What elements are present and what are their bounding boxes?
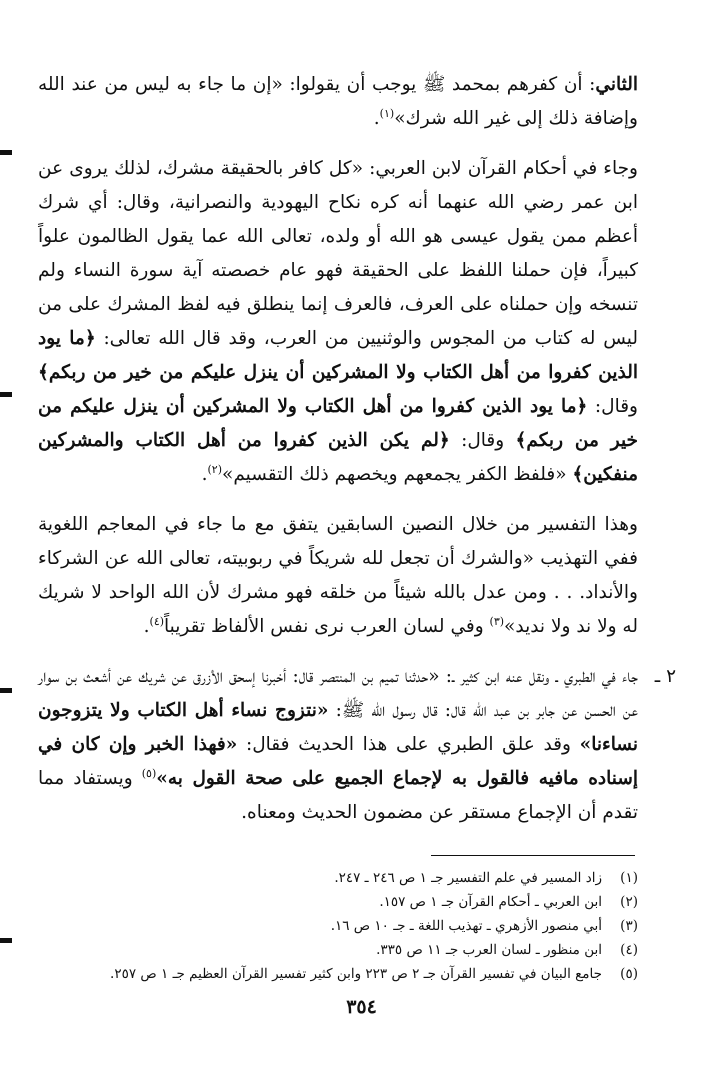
connector-text: وقال: (594, 396, 638, 417)
paragraph-end: . (201, 464, 208, 485)
footnote-number: (٢) (620, 894, 638, 910)
paragraph-lead: الثاني (595, 74, 638, 95)
connector-text: وقال: (461, 430, 505, 451)
page-body (38, 68, 676, 830)
footnote-number: (٣) (620, 918, 638, 934)
paragraph-text: : أن كفرهم بمحمد ﷺ يوجب أن يقولوا: «إن ما جاء به ليس من عند الله وإضافة ذلك إلى غير الله شرك» (38, 74, 638, 129)
footnote-item (78, 938, 638, 962)
footnote-number: (١) (620, 870, 638, 886)
page-number: ٣٥٤ (346, 996, 377, 1018)
hadith-quote: «نتزوج نساء أهل الكتاب ولا يتزوجون نساءنا» (38, 700, 638, 755)
paragraph-lexicons (38, 508, 638, 644)
quran-verse: ﴿لم يكن الذين كفروا من أهل الكتاب والمشركين منفكين﴾ (38, 430, 638, 485)
footnote-ref-4[interactable]: (٤) (149, 614, 165, 628)
numbered-item-2 (38, 660, 676, 830)
paragraph-text: وهذا التفسير من خلال النصين السابقين يتفق مع ما جاء في المعاجم اللغوية ففي التهذيب «والشرك أن تجعل لله شريكاً في ربوبيته، تعالى الله عن الشركاء والأنداد. . . ومن عدل بالله شيئاً من خلقه فهو مشرك لأن الله الواحد لا شريك له ولا ند ولا نديد» (38, 514, 638, 637)
footnote-divider (431, 855, 635, 856)
footnote-text: زاد المسير في علم التفسير جـ ١ ص ٢٤٦ ـ ٢٤٧. (334, 870, 602, 886)
paragraph-ibn-arabi (38, 152, 638, 492)
footnote-text: ابن منظور ـ لسان العرب جـ ١١ ص ٣٣٥. (376, 942, 602, 958)
footnote-text: أبي منصور الأزهري ـ تهذيب اللغة ـ جـ ١٠ ص ١٦. (330, 918, 602, 934)
quran-verse: ﴿ما يود الذين كفروا من أهل الكتاب ولا المشركين أن ينزل عليكم من خير من ربكم﴾ (38, 328, 638, 383)
footnote-item (78, 914, 638, 938)
tabari-quote: «فهذا الخبر وإن كان في إسناده مافيه فالقول به لإجماع الجميع على صحة القول به» (38, 734, 638, 789)
scan-edge-mark (0, 392, 12, 397)
paragraph-text: وفي لسان العرب نرى نفس الألفاظ تقريباً (164, 616, 490, 637)
scan-edge-mark (0, 938, 12, 943)
footnote-item (78, 890, 638, 914)
footnote-ref-3[interactable]: (٣) (489, 614, 505, 628)
paragraph-text: وجاء في أحكام القرآن لابن العربي: «كل كافر بالحقيقة مشرك، لذلك يروى عن ابن عمر رضي الله عنهما أنه كره نكاح اليهودية والنصرانية، وقال: أي شرك أعظم ممن يقول عيسى هو الله أو ولده، تعالى الله عما يقول الظالمون علواً كبيراً، فإن حملنا اللفظ على الحقيقة فهو عام خصصته آية سورة النساء ولم تنسخه وإن حملناه على العرف، فالعرف إنما ينطلق فيه لفظ المشرك على من ليس له كتاب من المجوس والوثنيين من العرب، وقد قال الله تعالى: (38, 158, 638, 349)
quote-text: «فلفظ الكفر يجمعهم ويخصهم ذلك التقسيم» (222, 464, 567, 485)
paragraph-text: وقد علق الطبري على هذا الحديث فقال: (246, 734, 580, 755)
footnote-text: جامع البيان في تفسير القرآن جـ ٢ ص ٢٢٣ وابن كثير تفسير القرآن العظيم جـ ١ ص ٢٥٧. (110, 966, 602, 982)
footnotes (78, 866, 638, 986)
footnote-item (78, 962, 638, 986)
quran-verse: ﴿ما يود الذين كفروا من أهل الكتاب ولا المشركين أن ينزل عليكم من خير من ربكم﴾ (38, 396, 638, 451)
item-number: ٢ ـ (654, 666, 676, 687)
footnote-number: (٤) (620, 942, 638, 958)
footnote-ref-2[interactable]: (٢) (207, 462, 222, 476)
paragraph-text: جاء في الطبري ـ ونقل عنه ابن كثير ـ: «حدثنا تميم بن المنتصر قال: أخبرنا إسحق الأزرق عن شريك عن أشعث بن سوار عن الحسن عن جابر بن عبد الله قال: قال رسول الله ﷺ: (38, 666, 639, 721)
footnote-item (78, 866, 638, 890)
paragraph-end: . (143, 616, 150, 637)
item-text (38, 660, 638, 830)
footnote-ref-5[interactable]: (٥) (141, 766, 157, 780)
paragraph-second-point (38, 68, 638, 136)
scan-edge-mark (0, 150, 12, 155)
footnote-number: (٥) (620, 966, 638, 982)
footnote-text: ابن العربي ـ أحكام القرآن جـ ١ ص ١٥٧. (379, 894, 602, 910)
footnote-ref-1[interactable]: (١) (379, 106, 395, 120)
paragraph-text: ويستفاد مما تقدم أن الإجماع مستقر عن مضمون الحديث ومعناه. (38, 768, 638, 823)
scan-edge-mark (0, 688, 12, 693)
paragraph-end: . (373, 108, 380, 129)
